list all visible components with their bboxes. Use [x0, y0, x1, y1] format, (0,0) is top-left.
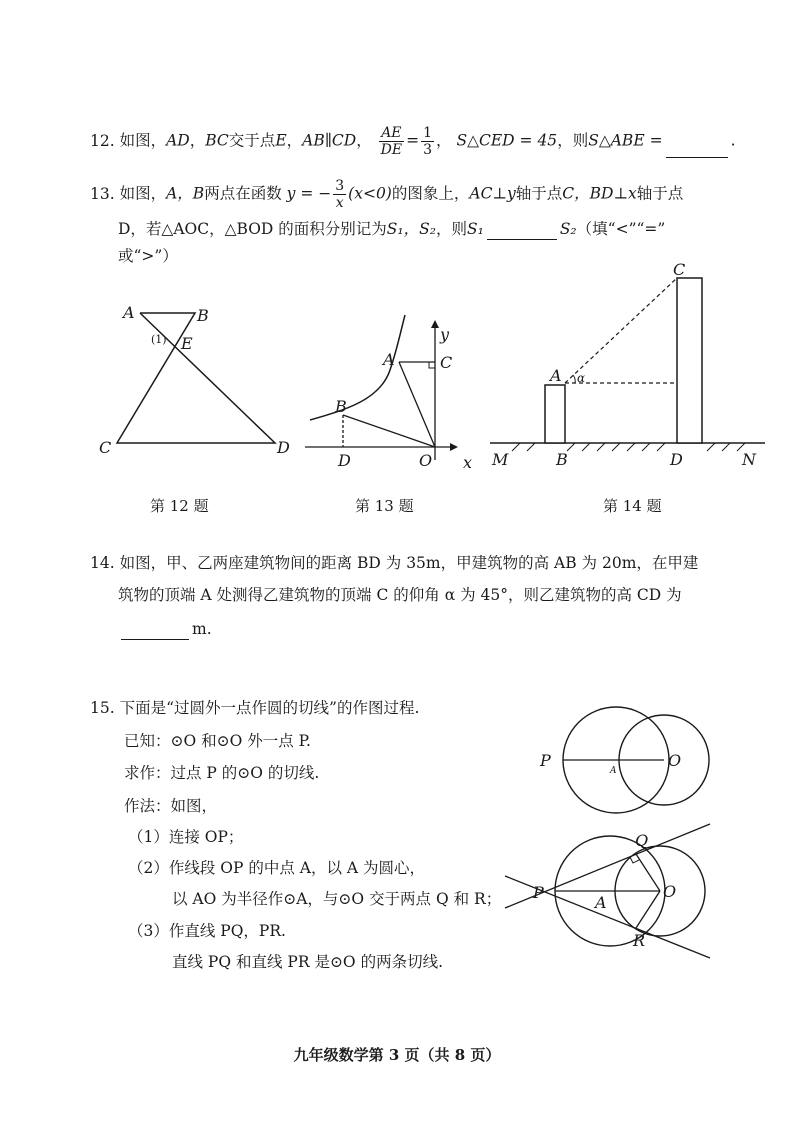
question-number: 13. — [90, 184, 115, 203]
question-15-title — [90, 697, 419, 719]
figure-15a — [538, 705, 738, 815]
fig14-hatching — [512, 443, 745, 451]
q13-function-fraction — [333, 178, 346, 211]
question-13-line1 — [90, 178, 683, 211]
fig13-ao — [399, 362, 435, 447]
q12-end: . — [730, 131, 736, 150]
fig13-label-c: C — [440, 353, 453, 372]
q12-area-abe: S△ABE = — [588, 131, 663, 150]
frac-den: DE — [380, 142, 403, 158]
fig12-label-c: C — [99, 438, 112, 457]
q14-answer-blank[interactable] — [121, 639, 189, 640]
q12-answer-blank[interactable] — [666, 157, 728, 158]
q13-text: （填“<”“=” — [576, 220, 666, 238]
q12-text: 交于点 — [228, 131, 276, 150]
fig13-label-y: y — [440, 325, 450, 344]
fig15b-right-angle — [630, 857, 639, 863]
q12-ratio-fraction — [379, 125, 404, 158]
frac-num: 1 — [423, 125, 433, 141]
page-footer: 九年级数学第 3 页（共 8 页） — [293, 1046, 501, 1064]
figure-13 — [305, 310, 485, 490]
fig13-y-arrow — [431, 320, 439, 328]
figure-14 — [490, 260, 780, 470]
question-14-line3 — [118, 618, 212, 640]
q15-given: 已知：⊙O 和⊙O 外一点 P. — [124, 732, 311, 750]
fig12-angle-mark: (1) — [151, 333, 167, 346]
fig12-label-d: D — [277, 438, 290, 457]
fig14-label-a: A — [550, 366, 562, 385]
q13-text: ，则 — [435, 220, 467, 238]
fig12-label-b: B — [197, 306, 209, 325]
fig15b-label-r: R — [633, 931, 646, 950]
fig13-right-angle — [429, 362, 435, 368]
q14-unit: m. — [192, 620, 212, 638]
fig14-label-b: B — [556, 450, 568, 469]
fig15b-label-p: P — [533, 883, 544, 902]
q13-text: D，若△AOC，△BOD 的面积分别记为 — [118, 220, 387, 238]
q15-step1: （1）连接 OP； — [128, 828, 244, 846]
q13-condition: (x<0) — [348, 184, 392, 203]
q13-ab: A，B — [166, 184, 205, 203]
q12-text: ，则 — [557, 131, 589, 150]
q12-bc: BC — [205, 131, 229, 150]
fig15a-label-p: P — [540, 751, 551, 770]
fig14-caption: 第 14 题 — [603, 497, 662, 515]
q12-ad: AD — [166, 131, 190, 150]
q13-text: 的图象上， — [391, 184, 470, 203]
question-number: 14. — [90, 554, 115, 572]
frac-num: AE — [379, 125, 404, 142]
fig13-x-arrow — [450, 443, 458, 451]
fig15b-segment-ro — [636, 891, 660, 928]
q14-text: 筑物的顶端 A 处测得乙建筑物的顶端 C 的仰角 α 为 45°，则乙建筑物的高 CD 为 — [118, 586, 682, 604]
q12-sep: ， — [189, 131, 206, 150]
q13-s1-s2: S₁，S₂ — [386, 220, 436, 238]
q15-method: 作法：如图， — [124, 797, 218, 815]
q13-text: 两点在函数 — [204, 184, 282, 203]
fig12-label-e: E — [181, 334, 193, 353]
question-number: 12. — [90, 131, 115, 150]
q13-s2: S₂ — [559, 220, 577, 238]
q13-answer-blank[interactable] — [487, 239, 557, 240]
q15-title: 下面是“过圆外一点作圆的切线”的作图过程. — [119, 699, 420, 717]
question-13-line3 — [118, 245, 178, 267]
fig14-label-c: C — [673, 260, 686, 279]
figure-12 — [95, 295, 295, 475]
q12-parallel: AB∥CD — [302, 131, 357, 150]
question-14-line2 — [118, 584, 682, 606]
q12-e: E — [275, 131, 287, 150]
fig15b-label-q: Q — [635, 831, 649, 850]
q12-text: ， — [286, 131, 303, 150]
fig14-label-alpha: α — [577, 371, 586, 385]
question-number: 15. — [90, 699, 115, 717]
fig15b-label-a: A — [595, 893, 607, 912]
q13-function: y = − — [286, 184, 332, 203]
fig14-sight-line — [565, 278, 677, 383]
fig15a-label-o: O — [668, 751, 682, 770]
fig14-building-ab — [545, 385, 565, 443]
fig15a-label-a: A — [610, 766, 617, 776]
q13-text: 或“>”） — [118, 247, 178, 265]
q15-step2b: 以 AO 为半径作⊙A，与⊙O 交于两点 Q 和 R； — [172, 890, 502, 908]
fig13-label-o: O — [419, 451, 433, 470]
q15-conclusion: 直线 PQ 和直线 PR 是⊙O 的两条切线. — [172, 953, 443, 971]
fig14-label-d: D — [670, 450, 683, 469]
q13-ac-perp: AC⊥y — [469, 184, 516, 203]
frac-num: 3 — [335, 178, 345, 194]
question-12 — [90, 125, 736, 158]
q12-comma: ， — [356, 131, 372, 150]
q13-s1: S₁ — [466, 220, 484, 238]
q15-step3: （3）作直线 PQ，PR. — [128, 922, 286, 940]
fig13-label-a: A — [383, 350, 395, 369]
frac-den: x — [335, 195, 344, 211]
q12-area-ced: S△CED = 45 — [456, 131, 558, 150]
q13-text: 轴于点 — [515, 184, 563, 203]
fig13-label-x: x — [463, 453, 473, 472]
fig15b-segment-qo — [636, 854, 660, 891]
q13-text: 轴于点 — [636, 184, 684, 203]
fig12-caption: 第 12 题 — [150, 497, 209, 515]
q12-eq: = — [406, 131, 420, 150]
q13-bd-perp: BD⊥x — [589, 184, 637, 203]
q13-c: C， — [562, 184, 590, 203]
fig13-caption: 第 13 题 — [355, 497, 414, 515]
q15-step2a: （2）作线段 OP 的中点 A，以 A 为圆心， — [128, 859, 426, 877]
question-13-line2 — [118, 218, 665, 240]
fig13-label-b: B — [335, 397, 347, 416]
q12-comma: ， — [436, 131, 452, 150]
fig12-label-a: A — [123, 303, 135, 322]
fig14-label-n: N — [742, 450, 756, 469]
fig14-angle-arc — [573, 375, 575, 383]
figure-15b — [505, 818, 725, 968]
q14-text: 如图，甲、乙两座建筑物间的距离 BD 为 35m，甲建筑物的高 AB 为 20m，在甲建 — [119, 554, 699, 572]
fig14-label-m: M — [492, 450, 509, 469]
q12-value-fraction — [421, 125, 434, 158]
question-14-line1 — [90, 552, 698, 574]
q15-find: 求作：过点 P 的⊙O 的切线. — [124, 764, 320, 782]
fig15b-label-o: O — [663, 882, 677, 901]
fig13-bo — [343, 415, 435, 447]
fig13-label-d: D — [338, 451, 351, 470]
frac-den: 3 — [423, 142, 433, 158]
fig12-triangles — [117, 313, 275, 443]
fig14-building-cd — [677, 278, 702, 443]
q13-text: 如图， — [119, 184, 167, 203]
q12-text: 如图， — [119, 131, 167, 150]
